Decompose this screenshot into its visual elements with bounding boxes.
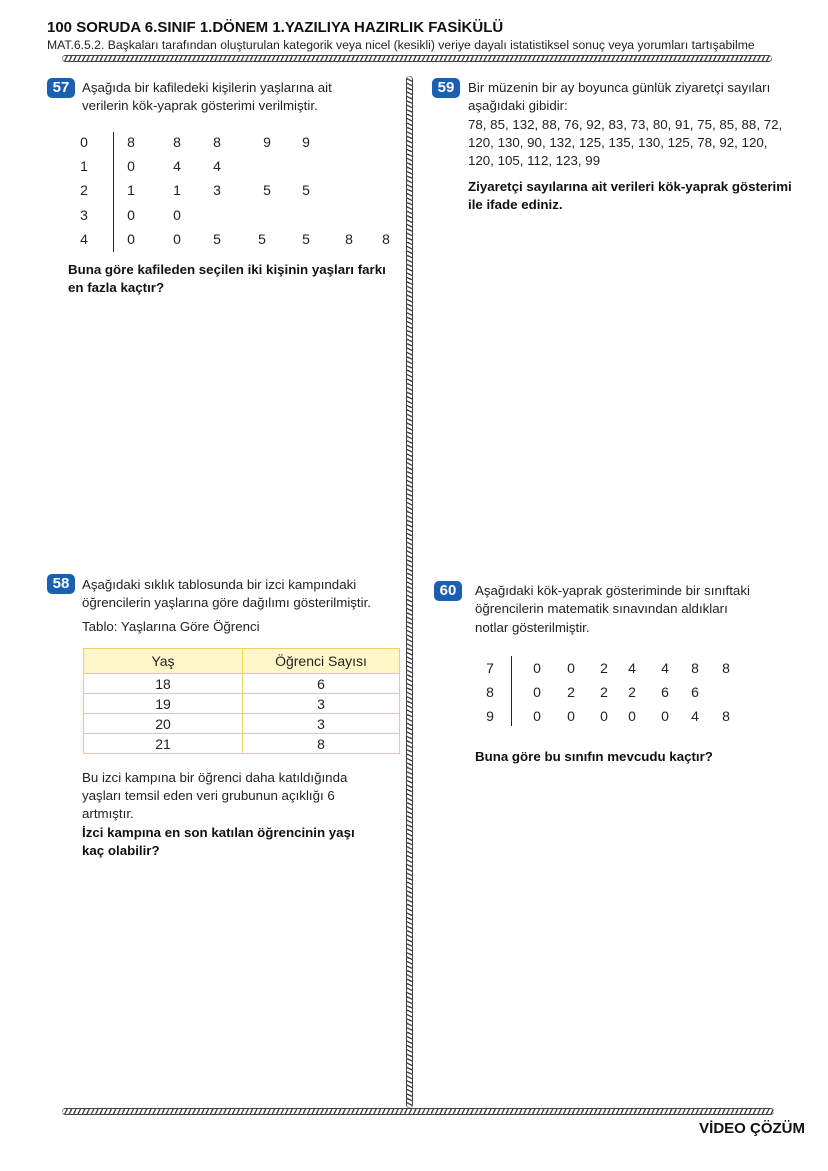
question-60-intro-line1: Aşağıdaki kök-yaprak gösteriminde bir sınıftaki: [475, 583, 750, 598]
frequency-table: [83, 648, 400, 754]
table-caption: Tablo: Yaşlarına Göre Öğrenci: [82, 619, 260, 634]
stem-value: 4: [80, 231, 88, 247]
table-header-row: [84, 649, 400, 674]
question-58-badge: 58: [47, 574, 75, 594]
leaf-value: 5: [263, 182, 271, 198]
leaf-value: 8: [722, 660, 730, 676]
age-cell: 21: [84, 734, 243, 754]
leaf-value: 0: [628, 708, 636, 724]
question-57-badge: 57: [47, 78, 75, 98]
stem-value: 7: [486, 660, 494, 676]
table-row: [84, 694, 400, 714]
leaf-value: 0: [127, 207, 135, 223]
leaf-value: 0: [567, 708, 575, 724]
question-60-intro-line3: notlar gösterilmiştir.: [475, 620, 590, 635]
question-58-prompt-line2: kaç olabilir?: [82, 843, 160, 858]
table-row: [84, 714, 400, 734]
stem-value: 8: [486, 684, 494, 700]
stem-leaf-divider: [511, 656, 512, 726]
leaf-value: 9: [302, 134, 310, 150]
question-57-prompt-line1: Buna göre kafileden seçilen iki kişinin yaşları farkı: [68, 262, 386, 277]
stem-value: 1: [80, 158, 88, 174]
leaf-value: 5: [302, 182, 310, 198]
question-57-prompt-line2: en fazla kaçtır?: [68, 280, 165, 295]
leaf-value: 0: [127, 231, 135, 247]
leaf-value: 0: [173, 207, 181, 223]
leaf-value: 0: [567, 660, 575, 676]
leaf-value: 8: [382, 231, 390, 247]
leaf-value: 8: [173, 134, 181, 150]
stem-value: 9: [486, 708, 494, 724]
leaf-value: 0: [661, 708, 669, 724]
bottom-rope-divider: [62, 1108, 774, 1115]
stem-leaf-divider: [113, 132, 114, 252]
question-58-body-line1: Bu izci kampına bir öğrenci daha katıldığında: [82, 770, 348, 785]
top-rope-divider: [62, 55, 772, 62]
vertical-rope-divider: [406, 76, 413, 1108]
question-59-prompt-line2: ile ifade ediniz.: [468, 197, 563, 212]
question-59-data-line1: 78, 85, 132, 88, 76, 92, 83, 73, 80, 91, 75, 85, 88, 72,: [468, 117, 783, 132]
age-cell: 19: [84, 694, 243, 714]
leaf-value: 5: [258, 231, 266, 247]
video-solution-link[interactable]: VİDEO ÇÖZÜM: [699, 1120, 805, 1137]
question-60-prompt: Buna göre bu sınıfın mevcudu kaçtır?: [475, 749, 713, 764]
leaf-value: 6: [661, 684, 669, 700]
leaf-value: 5: [213, 231, 221, 247]
leaf-value: 4: [628, 660, 636, 676]
age-cell: 20: [84, 714, 243, 734]
leaf-value: 2: [567, 684, 575, 700]
question-59-data-line3: 120, 105, 112, 123, 99: [468, 153, 601, 168]
leaf-value: 6: [691, 684, 699, 700]
leaf-value: 4: [173, 158, 181, 174]
question-58-body-line2: yaşları temsil eden veri grubunun açıklığı 6: [82, 788, 335, 803]
leaf-value: 2: [600, 684, 608, 700]
table-row: [84, 674, 400, 694]
leaf-value: 2: [628, 684, 636, 700]
count-cell: 8: [243, 734, 400, 754]
stem-value: 2: [80, 182, 88, 198]
leaf-value: 8: [691, 660, 699, 676]
leaf-value: 1: [173, 182, 181, 198]
column-header-count: Öğrenci Sayısı: [243, 649, 400, 674]
question-59-data-line2: 120, 130, 90, 132, 125, 135, 130, 125, 78, 92, 120,: [468, 135, 768, 150]
leaf-value: 9: [263, 134, 271, 150]
question-57-intro-line1: Aşağıda bir kafiledeki kişilerin yaşlarına ait: [82, 80, 332, 95]
count-cell: 3: [243, 694, 400, 714]
leaf-value: 4: [661, 660, 669, 676]
question-59-intro-line1: Bir müzenin bir ay boyunca günlük ziyaretçi sayıları: [468, 80, 771, 95]
page-subtitle: MAT.6.5.2. Başkaları tarafından oluşturulan kategorik veya nicel (kesikli) veriye dayalı istatistiksel sonuç veya yorumları tartışabilme: [47, 38, 755, 52]
stem-leaf-plot-60: [478, 656, 748, 728]
page-title: 100 SORUDA 6.SINIF 1.DÖNEM 1.YAZILIYA HAZIRLIK FASİKÜLÜ: [47, 19, 504, 36]
stem-value: 3: [80, 207, 88, 223]
leaf-value: 3: [213, 182, 221, 198]
leaf-value: 8: [345, 231, 353, 247]
leaf-value: 0: [533, 684, 541, 700]
count-cell: 3: [243, 714, 400, 734]
leaf-value: 8: [127, 134, 135, 150]
question-57-intro-line2: verilerin kök-yaprak gösterimi verilmiştir.: [82, 98, 318, 113]
leaf-value: 1: [127, 182, 135, 198]
leaf-value: 4: [691, 708, 699, 724]
question-60-badge: 60: [434, 581, 462, 601]
question-58-intro-line1: Aşağıdaki sıklık tablosunda bir izci kampındaki: [82, 577, 357, 592]
question-58-intro-line2: öğrencilerin yaşlarına göre dağılımı gösterilmiştir.: [82, 595, 371, 610]
question-58-prompt-line1: İzci kampına en son katılan öğrencinin yaşı: [82, 825, 355, 840]
leaf-value: 5: [302, 231, 310, 247]
stem-leaf-plot-57: [74, 132, 404, 252]
leaf-value: 0: [533, 660, 541, 676]
age-cell: 18: [84, 674, 243, 694]
question-59-prompt-line1: Ziyaretçi sayılarına ait verileri kök-yaprak gösterimi: [468, 179, 792, 194]
leaf-value: 0: [127, 158, 135, 174]
leaf-value: 0: [173, 231, 181, 247]
leaf-value: 4: [213, 158, 221, 174]
leaf-value: 2: [600, 660, 608, 676]
question-59-intro-line2: aşağıdaki gibidir:: [468, 98, 568, 113]
question-58-body-line3: artmıştır.: [82, 806, 134, 821]
leaf-value: 8: [722, 708, 730, 724]
table-row: [84, 734, 400, 754]
question-60-intro-line2: öğrencilerin matematik sınavından aldıkları: [475, 601, 728, 616]
leaf-value: 0: [600, 708, 608, 724]
question-59-badge: 59: [432, 78, 460, 98]
leaf-value: 8: [213, 134, 221, 150]
count-cell: 6: [243, 674, 400, 694]
stem-value: 0: [80, 134, 88, 150]
column-header-age: Yaş: [84, 649, 243, 674]
leaf-value: 0: [533, 708, 541, 724]
